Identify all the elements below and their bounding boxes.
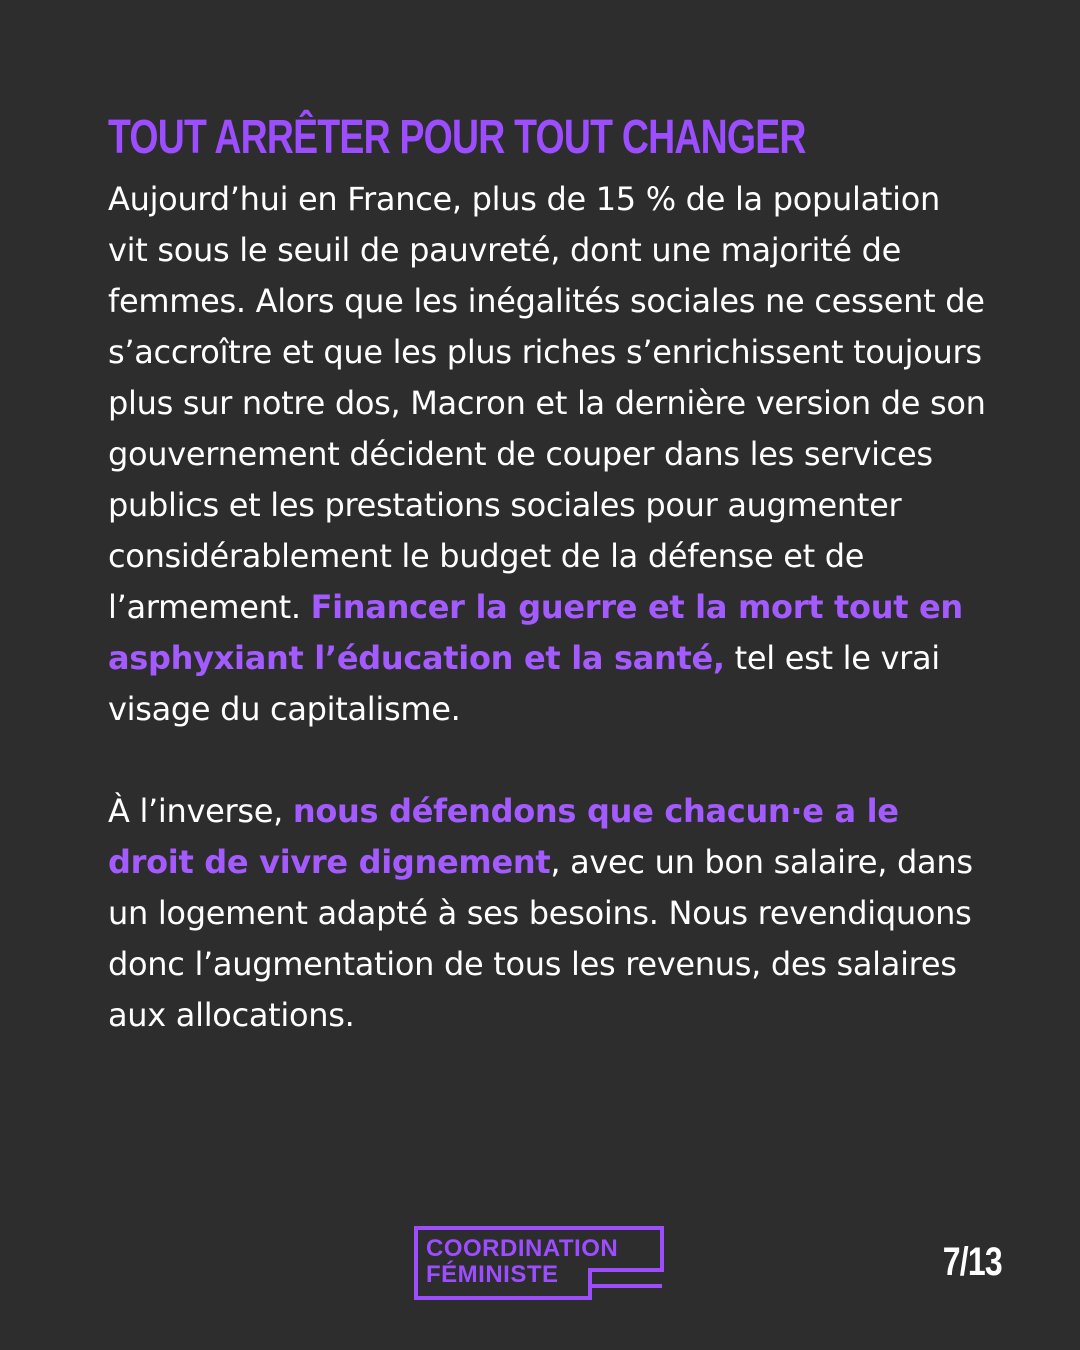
- coordination-feministe-logo: [414, 1226, 666, 1302]
- paragraph-1-highlight: Financer la guerre et la mort tout en asphyxiant l’éducation et la santé,: [108, 588, 963, 677]
- paragraph-2: [108, 786, 988, 1041]
- paragraph-2-highlight: nous défendons que chacun·e a le droit de vivre dignement: [108, 792, 899, 881]
- paragraph-1: [108, 174, 988, 735]
- page-number: 7/13: [942, 1240, 1002, 1284]
- main-content: [108, 110, 988, 1041]
- logo-line-1: COORDINATION: [426, 1235, 619, 1262]
- paragraph-1-text-before: Aujourd’hui en France, plus de 15 % de la population vit sous le seuil de pauvreté, dont une majorité de femmes. Alors que les inégalités sociales ne cessent de s’accroître et que les plus riches s’enrichissent toujours plus sur notre dos, Macron et la dernière version de son gouvernement décident de couper dans les services publics et les prestations sociales pour augmenter considérablement le budget de la défense et de l’armement.: [108, 180, 986, 626]
- paragraph-1-text-after: tel est le vrai visage du capitalisme.: [108, 639, 940, 728]
- paragraph-2-text-before: À l’inverse,: [108, 792, 293, 830]
- paragraph-2-text-after: , avec un bon salaire, dans un logement adapté à ses besoins. Nous revendiquons donc l’augmentation de tous les revenus, des salaires aux allocations.: [108, 843, 973, 1034]
- footer: [0, 1222, 1080, 1302]
- page-title: TOUT ARRÊTER POUR TOUT CHANGER: [108, 111, 806, 164]
- logo-line-2: FÉMINISTE: [426, 1261, 559, 1288]
